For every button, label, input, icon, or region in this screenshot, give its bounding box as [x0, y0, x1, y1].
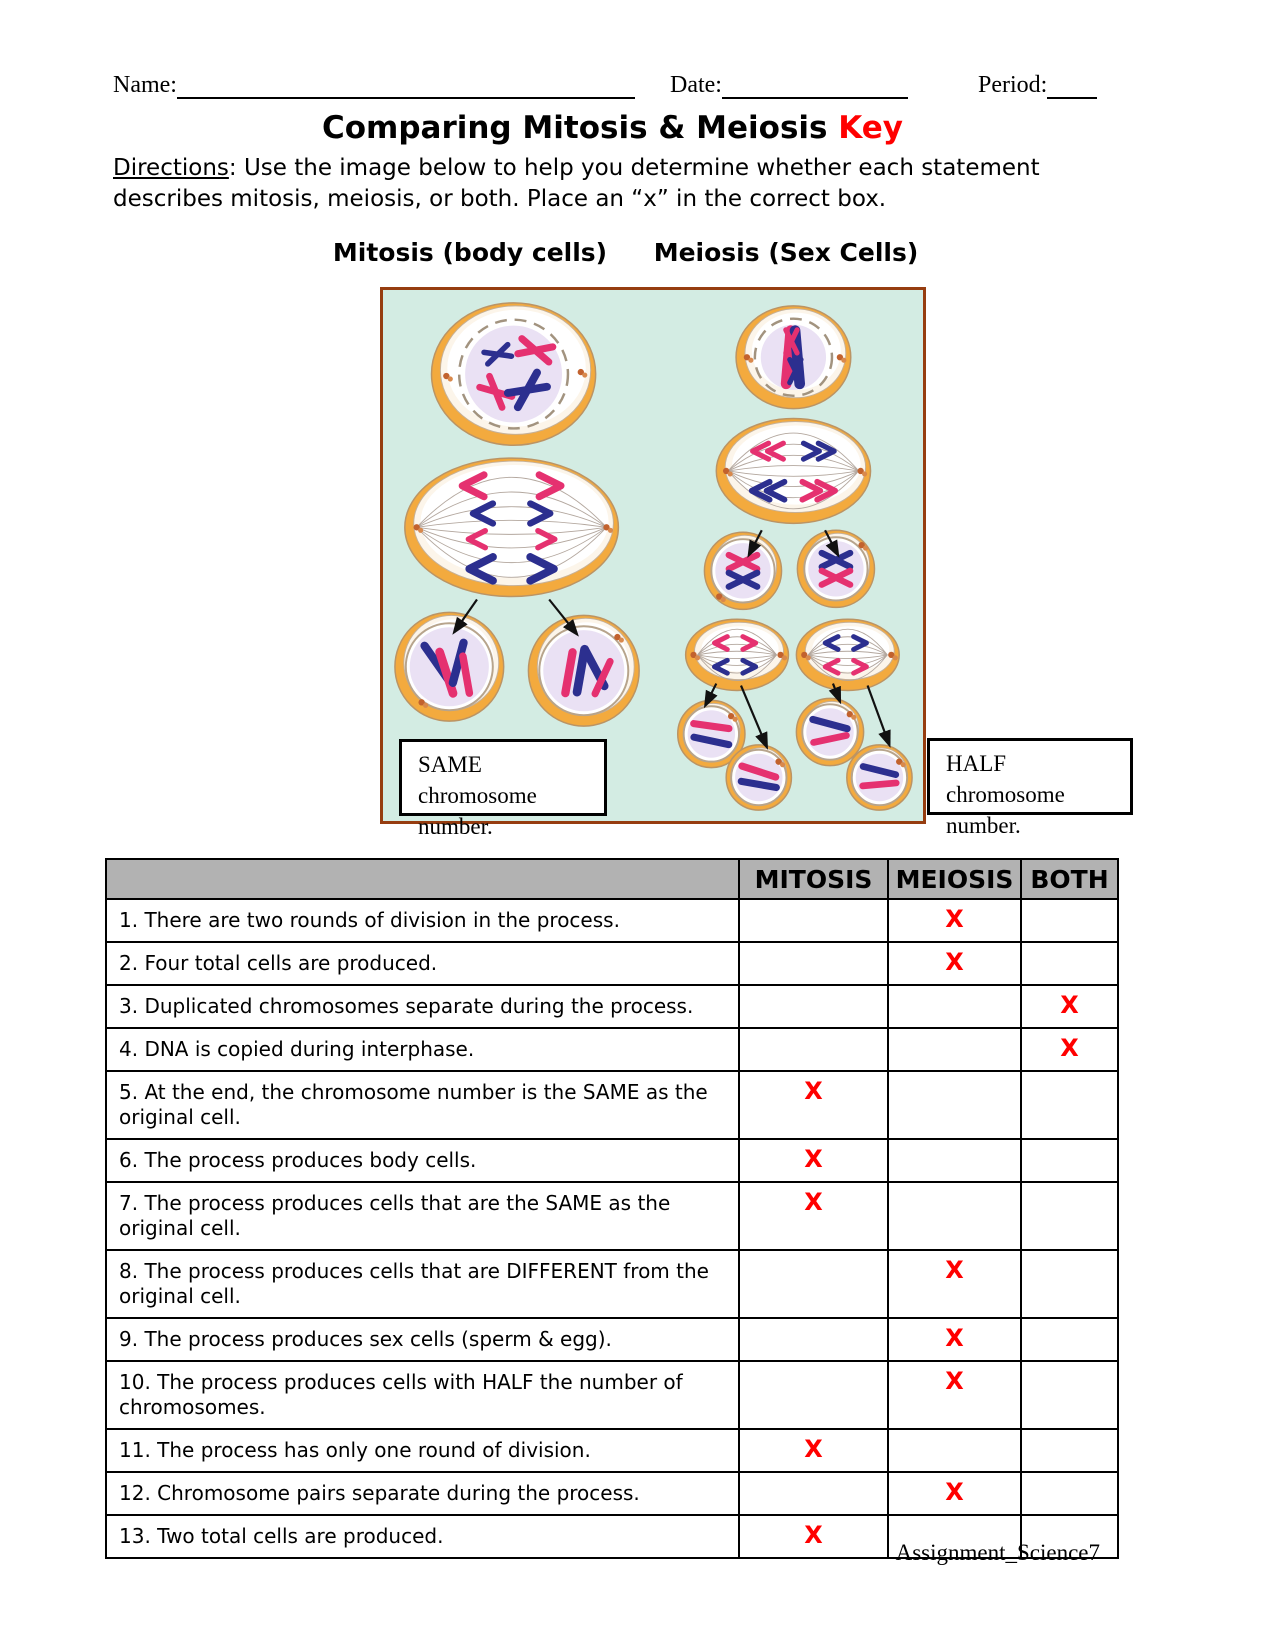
mark-cell-both: X	[1021, 1028, 1118, 1071]
table-row	[106, 1472, 1118, 1515]
directions-label: Directions	[113, 155, 229, 181]
table-row	[106, 1361, 1118, 1429]
mark-cell-both	[1021, 1361, 1118, 1429]
cell	[395, 612, 504, 721]
mark-cell-both	[1021, 1071, 1118, 1139]
mark-cell-mitosis	[739, 899, 888, 942]
cell	[847, 745, 912, 810]
statement-cell: 3. Duplicated chromosomes separate during the process.	[106, 985, 739, 1028]
mark-cell-meiosis: X	[888, 1250, 1021, 1318]
cell	[704, 532, 781, 609]
both-column-header: BOTH	[1021, 859, 1118, 899]
mark-cell-meiosis: X	[888, 899, 1021, 942]
mark-cell-mitosis: X	[739, 1515, 888, 1558]
answers-table-body	[106, 899, 1118, 1558]
table-row	[106, 985, 1118, 1028]
mark-cell-mitosis	[739, 1318, 888, 1361]
name-blank-line	[177, 73, 635, 99]
table-row	[106, 1028, 1118, 1071]
date-blank-line	[722, 73, 908, 99]
mark-cell-meiosis: X	[888, 1318, 1021, 1361]
mark-cell-both	[1021, 899, 1118, 942]
cell	[726, 745, 791, 810]
table-row	[106, 1250, 1118, 1318]
mark-cell-meiosis	[888, 1071, 1021, 1139]
statement-cell: 10. The process produces cells with HALF the number of chromosomes.	[106, 1361, 739, 1429]
same-chromosome-note: SAME chromosome number.	[399, 739, 607, 816]
cell	[796, 698, 863, 765]
mark-cell-both	[1021, 1429, 1118, 1472]
division-arrow	[868, 686, 890, 745]
mark-cell-both	[1021, 1182, 1118, 1250]
table-row	[106, 1318, 1118, 1361]
cell	[528, 615, 639, 726]
mark-cell-mitosis	[739, 1028, 888, 1071]
statement-cell: 2. Four total cells are produced.	[106, 942, 739, 985]
table-row	[106, 1139, 1118, 1182]
statement-cell: 9. The process produces sex cells (sperm & egg).	[106, 1318, 739, 1361]
half-chromosome-note: HALF chromosome number.	[927, 738, 1133, 815]
period-field	[978, 72, 1097, 99]
date-label: Date:	[670, 72, 722, 98]
mark-cell-meiosis	[888, 985, 1021, 1028]
mark-cell-mitosis	[739, 1361, 888, 1429]
statement-cell: 8. The process produces cells that are DIFFERENT from the original cell.	[106, 1250, 739, 1318]
mitosis-column-header: MITOSIS	[739, 859, 888, 899]
statement-cell: 6. The process produces body cells.	[106, 1139, 739, 1182]
meiosis-column-label: Meiosis (Sex Cells)	[653, 238, 919, 267]
mark-cell-mitosis: X	[739, 1071, 888, 1139]
mark-cell-mitosis: X	[739, 1429, 888, 1472]
statement-cell: 1. There are two rounds of division in the process.	[106, 899, 739, 942]
mark-cell-both	[1021, 1250, 1118, 1318]
period-label: Period:	[978, 72, 1048, 98]
directions-line2: describes mitosis, meiosis, or both. Place an “x” in the correct box.	[113, 186, 887, 212]
page-title	[0, 110, 1225, 146]
statement-cell: 4. DNA is copied during interphase.	[106, 1028, 739, 1071]
mark-cell-meiosis: X	[888, 942, 1021, 985]
mark-cell-mitosis	[739, 942, 888, 985]
cell	[405, 458, 619, 596]
title-main: Comparing Mitosis & Meiosis	[321, 110, 839, 146]
mark-cell-both	[1021, 942, 1118, 985]
table-row	[106, 1429, 1118, 1472]
mark-cell-meiosis	[888, 1139, 1021, 1182]
table-header-row	[106, 859, 1118, 899]
statement-cell: 7. The process produces cells that are the SAME as the original cell.	[106, 1182, 739, 1250]
cell	[432, 303, 596, 445]
mark-cell-meiosis: X	[888, 1361, 1021, 1429]
cell	[736, 306, 851, 409]
mark-cell-mitosis: X	[739, 1182, 888, 1250]
page-header	[0, 72, 1275, 102]
mark-cell-meiosis	[888, 1028, 1021, 1071]
mark-cell-both	[1021, 1472, 1118, 1515]
mark-cell-both	[1021, 1139, 1118, 1182]
table-row	[106, 899, 1118, 942]
mark-cell-mitosis	[739, 985, 888, 1028]
statement-cell: 5. At the end, the chromosome number is the SAME as the original cell.	[106, 1071, 739, 1139]
mark-cell-mitosis	[739, 1472, 888, 1515]
cell	[797, 530, 874, 607]
mark-cell-both: X	[1021, 985, 1118, 1028]
statement-cell: 13. Two total cells are produced.	[106, 1515, 739, 1558]
mark-cell-meiosis	[888, 1182, 1021, 1250]
mark-cell-mitosis: X	[739, 1139, 888, 1182]
statement-cell: 12. Chromosome pairs separate during the process.	[106, 1472, 739, 1515]
cell	[716, 419, 870, 524]
name-label: Name:	[113, 72, 177, 98]
table-row	[106, 1182, 1118, 1250]
answers-table	[105, 858, 1119, 1559]
table-row	[106, 1071, 1118, 1139]
mitosis-column-label: Mitosis (body cells)	[332, 238, 608, 267]
statement-column-header	[106, 859, 739, 899]
mark-cell-meiosis	[888, 1429, 1021, 1472]
footer-text: Assignment_Science7	[895, 1540, 1100, 1565]
cell	[796, 619, 899, 690]
cell	[686, 619, 789, 690]
name-field	[113, 72, 635, 99]
mark-cell-both	[1021, 1318, 1118, 1361]
directions	[113, 153, 1103, 215]
mark-cell-mitosis	[739, 1250, 888, 1318]
mark-cell-meiosis: X	[888, 1472, 1021, 1515]
meiosis-column-header: MEIOSIS	[888, 859, 1021, 899]
table-row	[106, 942, 1118, 985]
statement-cell: 11. The process has only one round of division.	[106, 1429, 739, 1472]
period-blank-line	[1047, 73, 1097, 99]
directions-line1: : Use the image below to help you determine whether each statement	[228, 155, 1040, 181]
title-key: Key	[838, 110, 903, 146]
date-field	[670, 72, 908, 99]
